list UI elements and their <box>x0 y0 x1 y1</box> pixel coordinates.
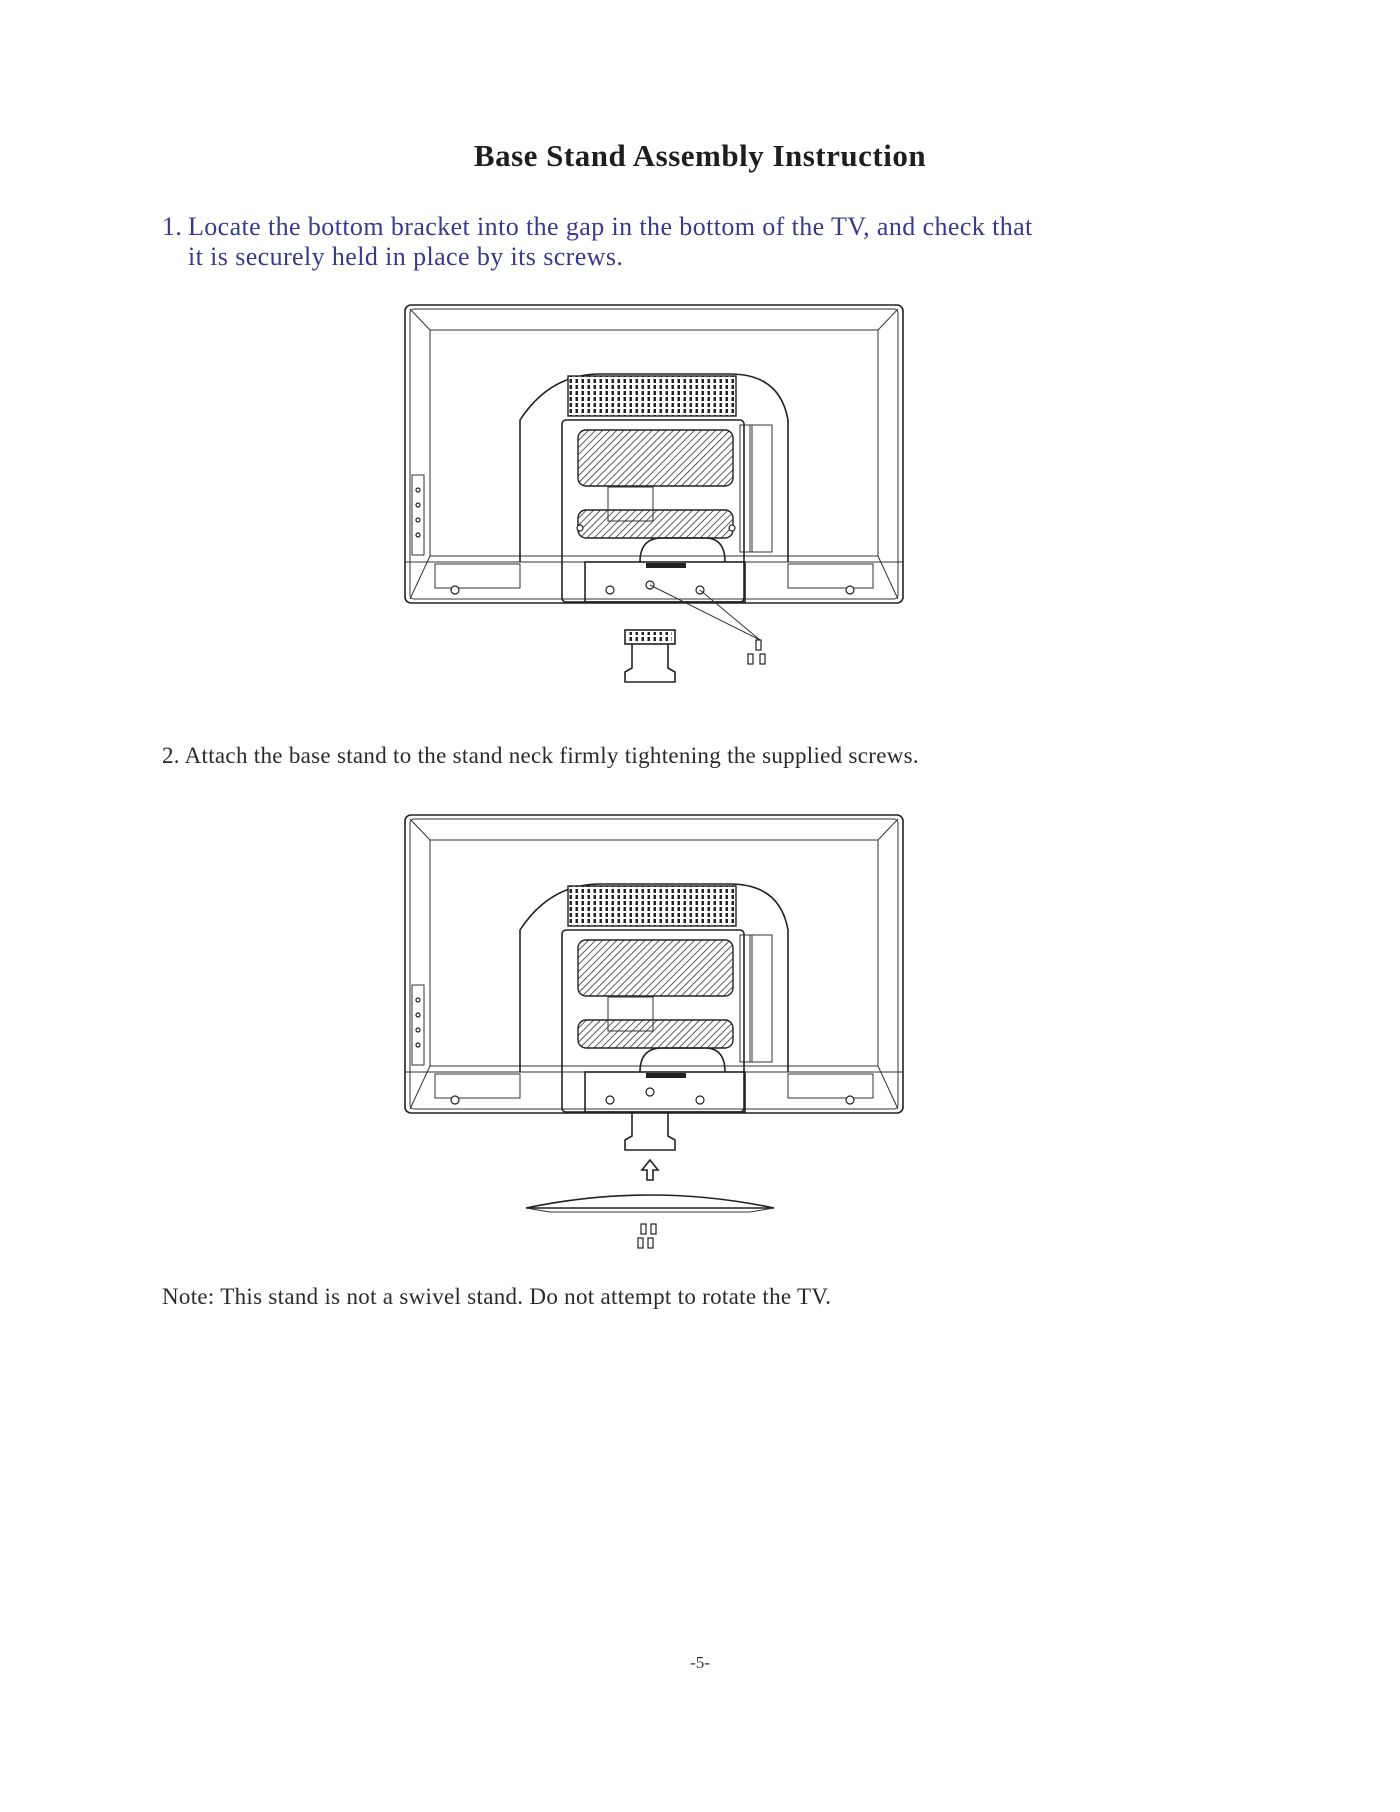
page-title: Base Stand Assembly Instruction <box>473 138 927 173</box>
tv-base-stand-diagram <box>400 810 910 1260</box>
tv-bottom-cutouts <box>435 1074 873 1104</box>
step-1-line-2: it is securely held in place by its screws. <box>188 242 624 271</box>
step-1-instruction <box>162 212 1162 272</box>
tv-side-ports <box>412 475 424 555</box>
base-stand-plate <box>526 1195 774 1212</box>
tv-center-housing <box>520 374 788 602</box>
note-text: Note: This stand is not a swivel stand. Do not attempt to rotate the TV. <box>162 1284 832 1309</box>
step-1-number: 1. <box>162 212 183 241</box>
tv-center-housing <box>520 884 788 1112</box>
up-arrow-icon <box>642 1160 658 1180</box>
step-2-instruction: 2. Attach the base stand to the stand neck firmly tightening the supplied screws. <box>162 743 919 768</box>
step-1-line-1: Locate the bottom bracket into the gap in the bottom of the TV, and check that <box>188 212 1033 241</box>
loose-screws-icon <box>748 640 765 664</box>
tv-bracket-diagram <box>400 300 910 690</box>
stand-neck-bracket <box>625 630 675 682</box>
stand-neck-attached <box>625 1112 675 1150</box>
loose-screws-icon <box>638 1224 656 1248</box>
page-number: -5- <box>690 1653 710 1672</box>
tv-side-ports <box>412 985 424 1065</box>
